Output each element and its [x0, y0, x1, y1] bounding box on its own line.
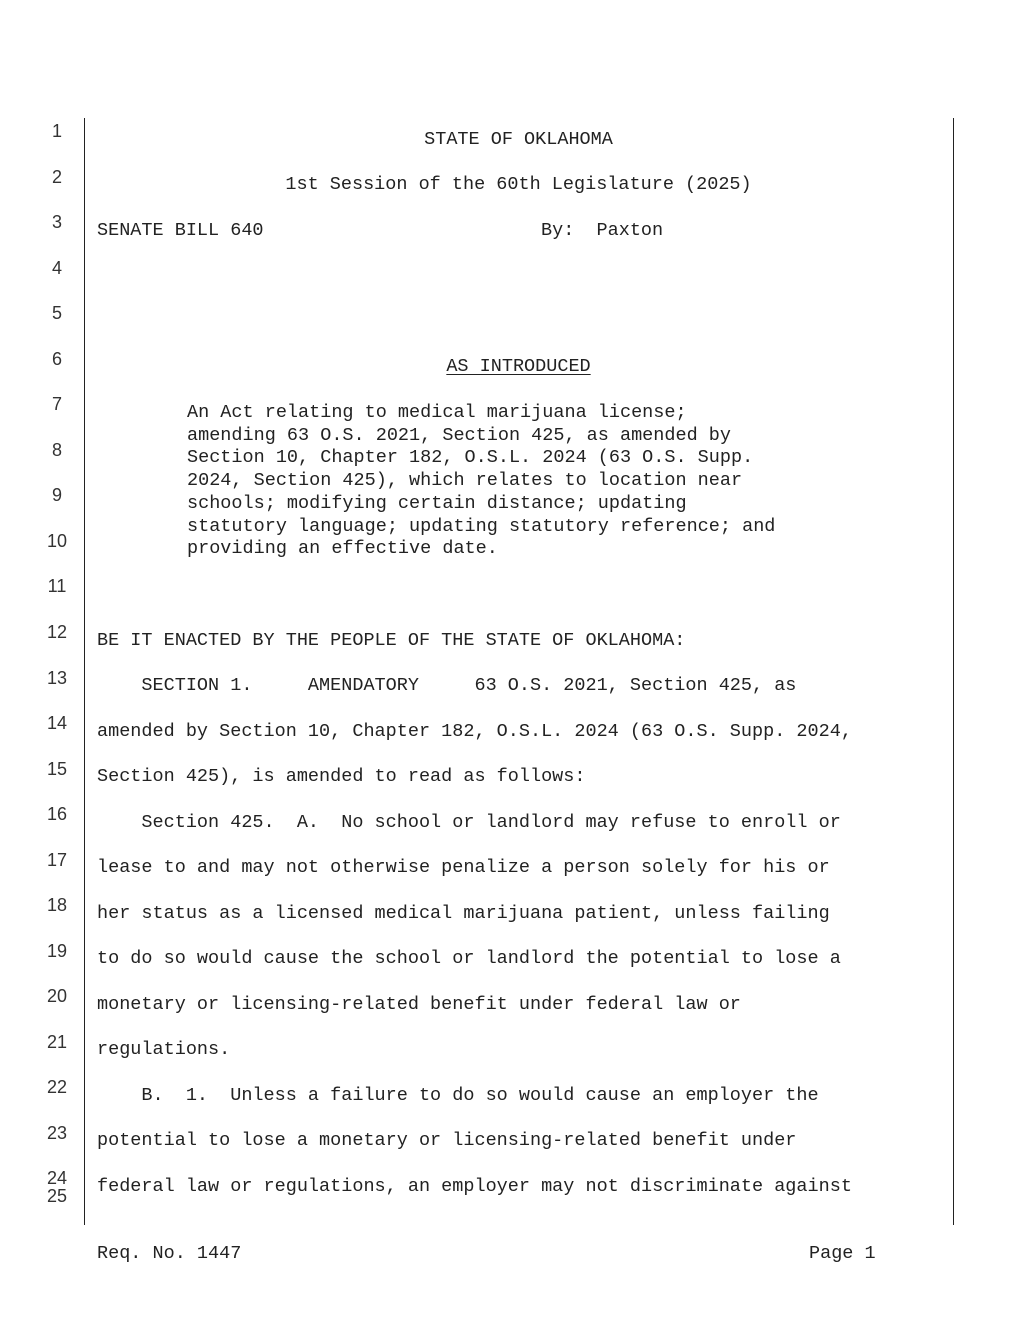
- line-number: 4: [51, 258, 62, 278]
- line-number: 8: [51, 440, 62, 460]
- bill-status: AS INTRODUCED: [446, 356, 591, 377]
- line-number: 6: [51, 349, 62, 369]
- session-heading: 1st Session of the 60th Legislature (2025): [285, 174, 752, 195]
- body-line: regulations.: [97, 1039, 231, 1060]
- line-number: 2: [51, 167, 62, 187]
- line-number: 14: [46, 713, 68, 733]
- line-number: 21: [46, 1032, 68, 1052]
- line-number: 12: [46, 622, 68, 642]
- body-line: Section 425. A. No school or landlord may refuse to enroll or: [97, 812, 841, 833]
- body-line: to do so would cause the school or landlord the potential to lose a: [97, 948, 841, 969]
- title-line: statutory language; updating statutory reference; and: [187, 516, 776, 537]
- line-number: 23: [46, 1123, 68, 1143]
- right-margin-rule: [953, 118, 954, 1225]
- line-number: 17: [46, 850, 68, 870]
- title-line: providing an effective date.: [187, 538, 498, 559]
- line-number: 11: [47, 576, 67, 596]
- title-line: amending 63 O.S. 2021, Section 425, as amended by: [187, 425, 731, 446]
- line-number: 5: [51, 303, 62, 323]
- line-number: 18: [46, 895, 68, 915]
- line-number: 15: [46, 759, 68, 779]
- line-number: 10: [46, 531, 68, 551]
- title-line: Section 10, Chapter 182, O.S.L. 2024 (63 O.S. Supp.: [187, 447, 754, 468]
- body-line: lease to and may not otherwise penalize a person solely for his or: [97, 857, 830, 878]
- body-line: amended by Section 10, Chapter 182, O.S.L. 2024 (63 O.S. Supp. 2024,: [97, 721, 852, 742]
- title-line: 2024, Section 425), which relates to location near: [187, 470, 743, 491]
- line-number: 20: [46, 986, 68, 1006]
- body-line: federal law or regulations, an employer may not discriminate against: [97, 1176, 852, 1197]
- line-number: 22: [46, 1077, 68, 1097]
- title-line: An Act relating to medical marijuana license;: [187, 402, 687, 423]
- body-line: SECTION 1. AMENDATORY 63 O.S. 2021, Section 425, as: [97, 675, 797, 696]
- line-number: 3: [51, 212, 62, 232]
- body-line: B. 1. Unless a failure to do so would cause an employer the: [97, 1085, 819, 1106]
- request-number: Req. No. 1447: [97, 1243, 242, 1264]
- state-heading: STATE OF OKLAHOMA: [424, 129, 613, 150]
- line-number: 19: [46, 941, 68, 961]
- enacting-clause: BE IT ENACTED BY THE PEOPLE OF THE STATE OF OKLAHOMA:: [97, 630, 686, 651]
- body-line: Section 425), is amended to read as follows:: [97, 766, 586, 787]
- title-line: schools; modifying certain distance; updating: [187, 493, 687, 514]
- page-number: Page 1: [809, 1243, 876, 1264]
- body-line: her status as a licensed medical marijuana patient, unless failing: [97, 903, 830, 924]
- line-number: 16: [46, 804, 68, 824]
- left-margin-rule: [84, 118, 85, 1225]
- line-number: 7: [51, 394, 62, 414]
- bill-author: By: Paxton: [541, 220, 664, 241]
- line-number: 1: [51, 121, 62, 141]
- body-line: potential to lose a monetary or licensing-related benefit under: [97, 1130, 797, 1151]
- line-number: 24: [46, 1168, 68, 1188]
- line-number: 9: [51, 485, 62, 505]
- line-number-cut-off: 25: [46, 1186, 68, 1206]
- body-line: monetary or licensing-related benefit under federal law or: [97, 994, 741, 1015]
- line-number: 13: [46, 668, 68, 688]
- bill-number: SENATE BILL 640: [97, 220, 264, 241]
